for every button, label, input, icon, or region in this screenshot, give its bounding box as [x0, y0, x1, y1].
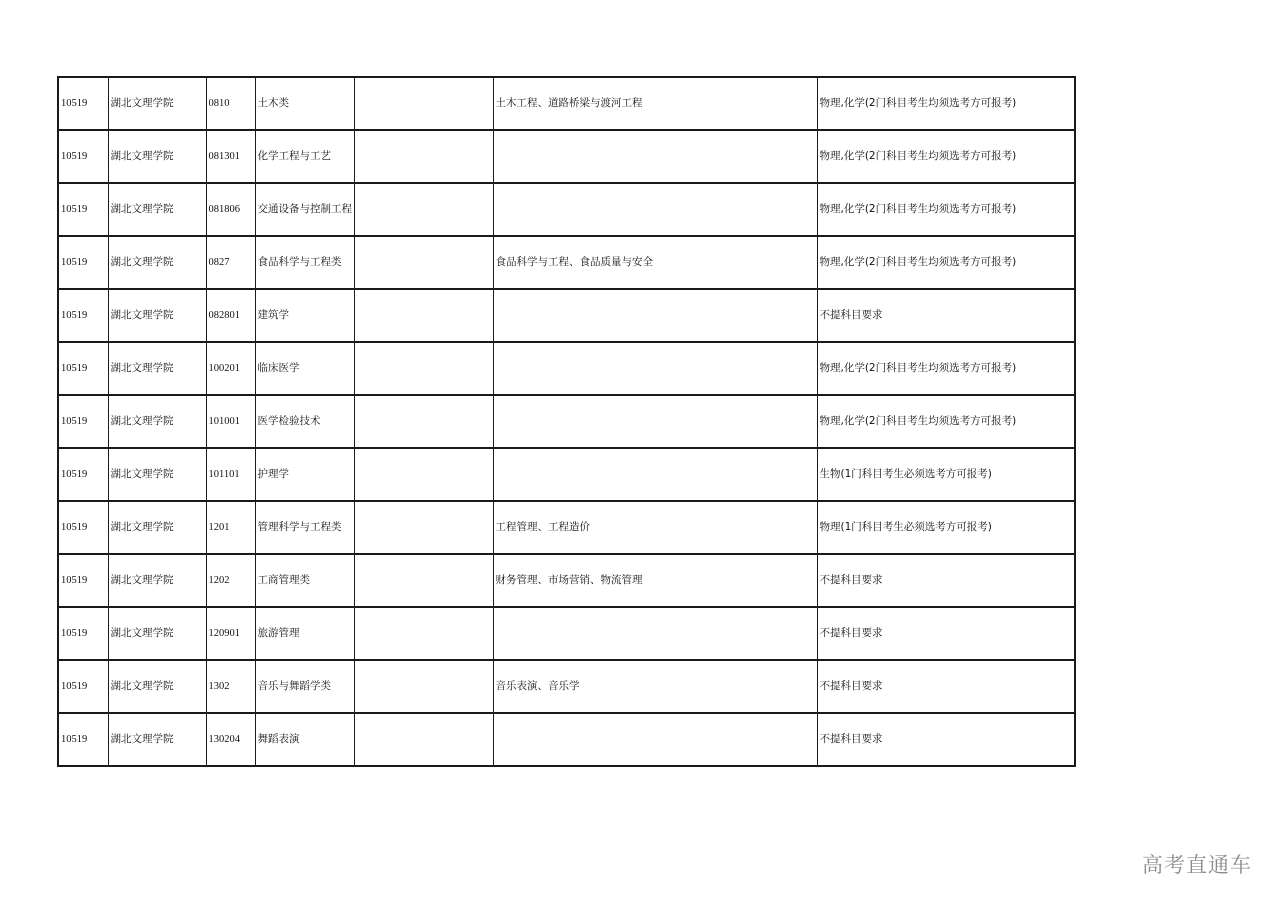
major-code-cell: 081301: [206, 130, 255, 183]
major-name-cell: 护理学: [255, 448, 354, 501]
major-code-cell: 130204: [206, 713, 255, 766]
subject-requirement-cell: 物理,化学(2门科目考生均须选考方可报考): [817, 342, 1075, 395]
note-cell: [354, 77, 493, 130]
note-cell: [354, 342, 493, 395]
major-code-cell: 0827: [206, 236, 255, 289]
table-row: [58, 395, 1075, 448]
included-majors-cell: [493, 183, 817, 236]
major-name-cell: 交通设备与控制工程: [255, 183, 354, 236]
note-cell: [354, 183, 493, 236]
major-code-cell: 1302: [206, 660, 255, 713]
subject-requirement-cell: 物理,化学(2门科目考生均须选考方可报考): [817, 183, 1075, 236]
institution-code-cell: 10519: [58, 77, 108, 130]
major-code-cell: 1201: [206, 501, 255, 554]
note-cell: [354, 713, 493, 766]
institution-name-cell: 湖北文理学院: [108, 713, 206, 766]
note-cell: [354, 554, 493, 607]
included-majors-cell: 财务管理、市场营销、物流管理: [493, 554, 817, 607]
institution-code-cell: 10519: [58, 342, 108, 395]
institution-name-cell: 湖北文理学院: [108, 448, 206, 501]
note-cell: [354, 660, 493, 713]
note-cell: [354, 395, 493, 448]
institution-name-cell: 湖北文理学院: [108, 236, 206, 289]
table-row: [58, 607, 1075, 660]
institution-code-cell: 10519: [58, 289, 108, 342]
major-name-cell: 音乐与舞蹈学类: [255, 660, 354, 713]
institution-code-cell: 10519: [58, 607, 108, 660]
note-cell: [354, 236, 493, 289]
institution-code-cell: 10519: [58, 236, 108, 289]
institution-name-cell: 湖北文理学院: [108, 501, 206, 554]
major-name-cell: 建筑学: [255, 289, 354, 342]
institution-name-cell: 湖北文理学院: [108, 77, 206, 130]
major-name-cell: 医学检验技术: [255, 395, 354, 448]
note-cell: [354, 130, 493, 183]
included-majors-cell: [493, 713, 817, 766]
table-row: [58, 713, 1075, 766]
major-name-cell: 临床医学: [255, 342, 354, 395]
included-majors-cell: 土木工程、道路桥梁与渡河工程: [493, 77, 817, 130]
institution-code-cell: 10519: [58, 501, 108, 554]
subject-requirement-cell: 物理,化学(2门科目考生均须选考方可报考): [817, 236, 1075, 289]
included-majors-cell: [493, 130, 817, 183]
table-row: [58, 236, 1075, 289]
institution-name-cell: 湖北文理学院: [108, 183, 206, 236]
subject-requirement-cell: 不提科目要求: [817, 289, 1075, 342]
table-row: [58, 342, 1075, 395]
major-code-cell: 101001: [206, 395, 255, 448]
included-majors-cell: [493, 448, 817, 501]
major-code-cell: 081806: [206, 183, 255, 236]
institution-name-cell: 湖北文理学院: [108, 607, 206, 660]
included-majors-cell: 音乐表演、音乐学: [493, 660, 817, 713]
subject-requirement-cell: 不提科目要求: [817, 607, 1075, 660]
subject-requirement-cell: 物理(1门科目考生必须选考方可报考): [817, 501, 1075, 554]
included-majors-cell: [493, 395, 817, 448]
institution-name-cell: 湖北文理学院: [108, 660, 206, 713]
note-cell: [354, 289, 493, 342]
major-code-cell: 100201: [206, 342, 255, 395]
institution-name-cell: 湖北文理学院: [108, 342, 206, 395]
table-row: [58, 183, 1075, 236]
table-body: [58, 77, 1075, 766]
included-majors-cell: [493, 289, 817, 342]
included-majors-cell: [493, 342, 817, 395]
table-row: [58, 660, 1075, 713]
major-name-cell: 工商管理类: [255, 554, 354, 607]
major-name-cell: 化学工程与工艺: [255, 130, 354, 183]
major-code-cell: 0810: [206, 77, 255, 130]
major-code-cell: 1202: [206, 554, 255, 607]
note-cell: [354, 448, 493, 501]
subject-requirement-cell: 不提科目要求: [817, 554, 1075, 607]
table-row: [58, 448, 1075, 501]
subject-requirement-cell: 生物(1门科目考生必须选考方可报考): [817, 448, 1075, 501]
subject-requirement-cell: 物理,化学(2门科目考生均须选考方可报考): [817, 77, 1075, 130]
major-name-cell: 旅游管理: [255, 607, 354, 660]
table-row: [58, 289, 1075, 342]
watermark-text: 高考直通车: [1142, 853, 1252, 877]
institution-code-cell: 10519: [58, 713, 108, 766]
institution-code-cell: 10519: [58, 183, 108, 236]
institution-code-cell: 10519: [58, 660, 108, 713]
institution-name-cell: 湖北文理学院: [108, 130, 206, 183]
table-row: [58, 554, 1075, 607]
subject-requirement-cell: 不提科目要求: [817, 660, 1075, 713]
major-name-cell: 食品科学与工程类: [255, 236, 354, 289]
major-name-cell: 管理科学与工程类: [255, 501, 354, 554]
major-code-cell: 082801: [206, 289, 255, 342]
included-majors-cell: 工程管理、工程造价: [493, 501, 817, 554]
table-row: [58, 501, 1075, 554]
institution-code-cell: 10519: [58, 554, 108, 607]
table-row: [58, 77, 1075, 130]
major-code-cell: 120901: [206, 607, 255, 660]
subject-requirement-cell: 物理,化学(2门科目考生均须选考方可报考): [817, 130, 1075, 183]
institution-code-cell: 10519: [58, 448, 108, 501]
note-cell: [354, 607, 493, 660]
major-name-cell: 舞蹈表演: [255, 713, 354, 766]
subject-requirement-cell: 不提科目要求: [817, 713, 1075, 766]
major-code-cell: 101101: [206, 448, 255, 501]
institution-name-cell: 湖北文理学院: [108, 395, 206, 448]
table-row: [58, 130, 1075, 183]
major-name-cell: 土木类: [255, 77, 354, 130]
included-majors-cell: [493, 607, 817, 660]
subject-requirement-cell: 物理,化学(2门科目考生均须选考方可报考): [817, 395, 1075, 448]
subject-requirements-table: [57, 76, 1076, 767]
note-cell: [354, 501, 493, 554]
included-majors-cell: 食品科学与工程、食品质量与安全: [493, 236, 817, 289]
institution-name-cell: 湖北文理学院: [108, 554, 206, 607]
institution-name-cell: 湖北文理学院: [108, 289, 206, 342]
institution-code-cell: 10519: [58, 130, 108, 183]
institution-code-cell: 10519: [58, 395, 108, 448]
